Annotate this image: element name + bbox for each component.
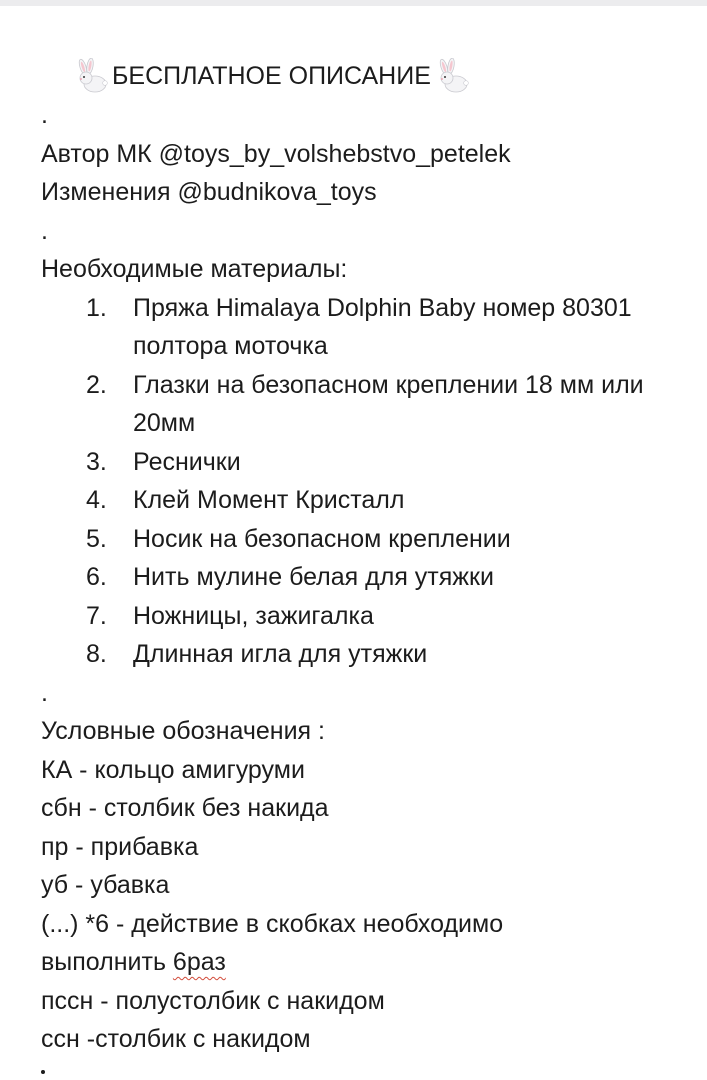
list-item-number: 8.: [86, 640, 107, 668]
rabbit-icon: [74, 58, 108, 94]
list-item: [41, 635, 663, 674]
materials-list: [41, 289, 681, 674]
list-item-text: Пряжа Himalaya Dolphin Baby номер 80301 полтора моточка: [133, 293, 632, 360]
list-item-text: Носик на безопасном креплении: [133, 524, 511, 553]
list-item: [41, 366, 663, 443]
list-item-number: 4.: [86, 486, 107, 514]
list-item-number: 2.: [86, 370, 107, 399]
legend-item: сбн - столбик без накида: [41, 794, 329, 822]
document-title: [41, 56, 681, 96]
separator-dot: .: [41, 101, 48, 129]
legend-item: (...) *6 - действие в скобках необходимо: [41, 909, 504, 938]
list-item-number: 7.: [86, 601, 107, 630]
legend-item: ссн -столбик с накидом: [41, 1025, 311, 1053]
list-item: [41, 520, 663, 559]
legend-item: пр - прибавка: [41, 832, 199, 861]
spellcheck-word: 6раз: [172, 948, 226, 976]
list-item: [41, 597, 663, 636]
list-item-number: 1.: [86, 293, 107, 322]
list-item-text: Ножницы, зажигалка: [133, 601, 374, 630]
legend-item: КА - кольцо амигуруми: [41, 755, 305, 784]
bottom-separator-dot: [41, 1070, 45, 1074]
rabbit-icon: [435, 58, 469, 94]
list-item-text: Клей Момент Кристалл: [133, 486, 405, 514]
list-item-number: 5.: [86, 524, 107, 553]
list-item: [41, 443, 663, 482]
legend-item-continuation: [41, 943, 681, 982]
legend-heading: Условные обозначения :: [41, 717, 325, 745]
legend-wrap-prefix: выполнить: [41, 948, 173, 976]
list-item-text: Глазки на безопасном креплении 18 мм или 20мм: [133, 370, 644, 437]
legend-item: пссн - полустолбик с накидом: [41, 986, 385, 1015]
list-item-number: 3.: [86, 447, 107, 476]
separator-dot: .: [41, 216, 48, 245]
document-body: [41, 56, 681, 1059]
list-item: [41, 558, 663, 597]
legend-item: уб - убавка: [41, 871, 170, 899]
list-item-text: Нить мулине белая для утяжки: [133, 563, 494, 591]
list-item: [41, 289, 663, 366]
title-text: БЕСПЛАТНОЕ ОПИСАНИЕ: [112, 61, 431, 90]
list-item-number: 6.: [86, 563, 107, 591]
changes-line: Изменения @budnikova_toys: [41, 178, 377, 206]
list-item-text: Реснички: [133, 447, 241, 476]
list-item-text: Длинная игла для утяжки: [133, 640, 428, 668]
list-item: [41, 481, 663, 520]
top-bar: [0, 0, 707, 6]
materials-heading: Необходимые материалы:: [41, 255, 348, 283]
author-line: Автор МК @toys_by_volshebstvo_petelek: [41, 139, 511, 168]
separator-dot: .: [41, 678, 48, 707]
